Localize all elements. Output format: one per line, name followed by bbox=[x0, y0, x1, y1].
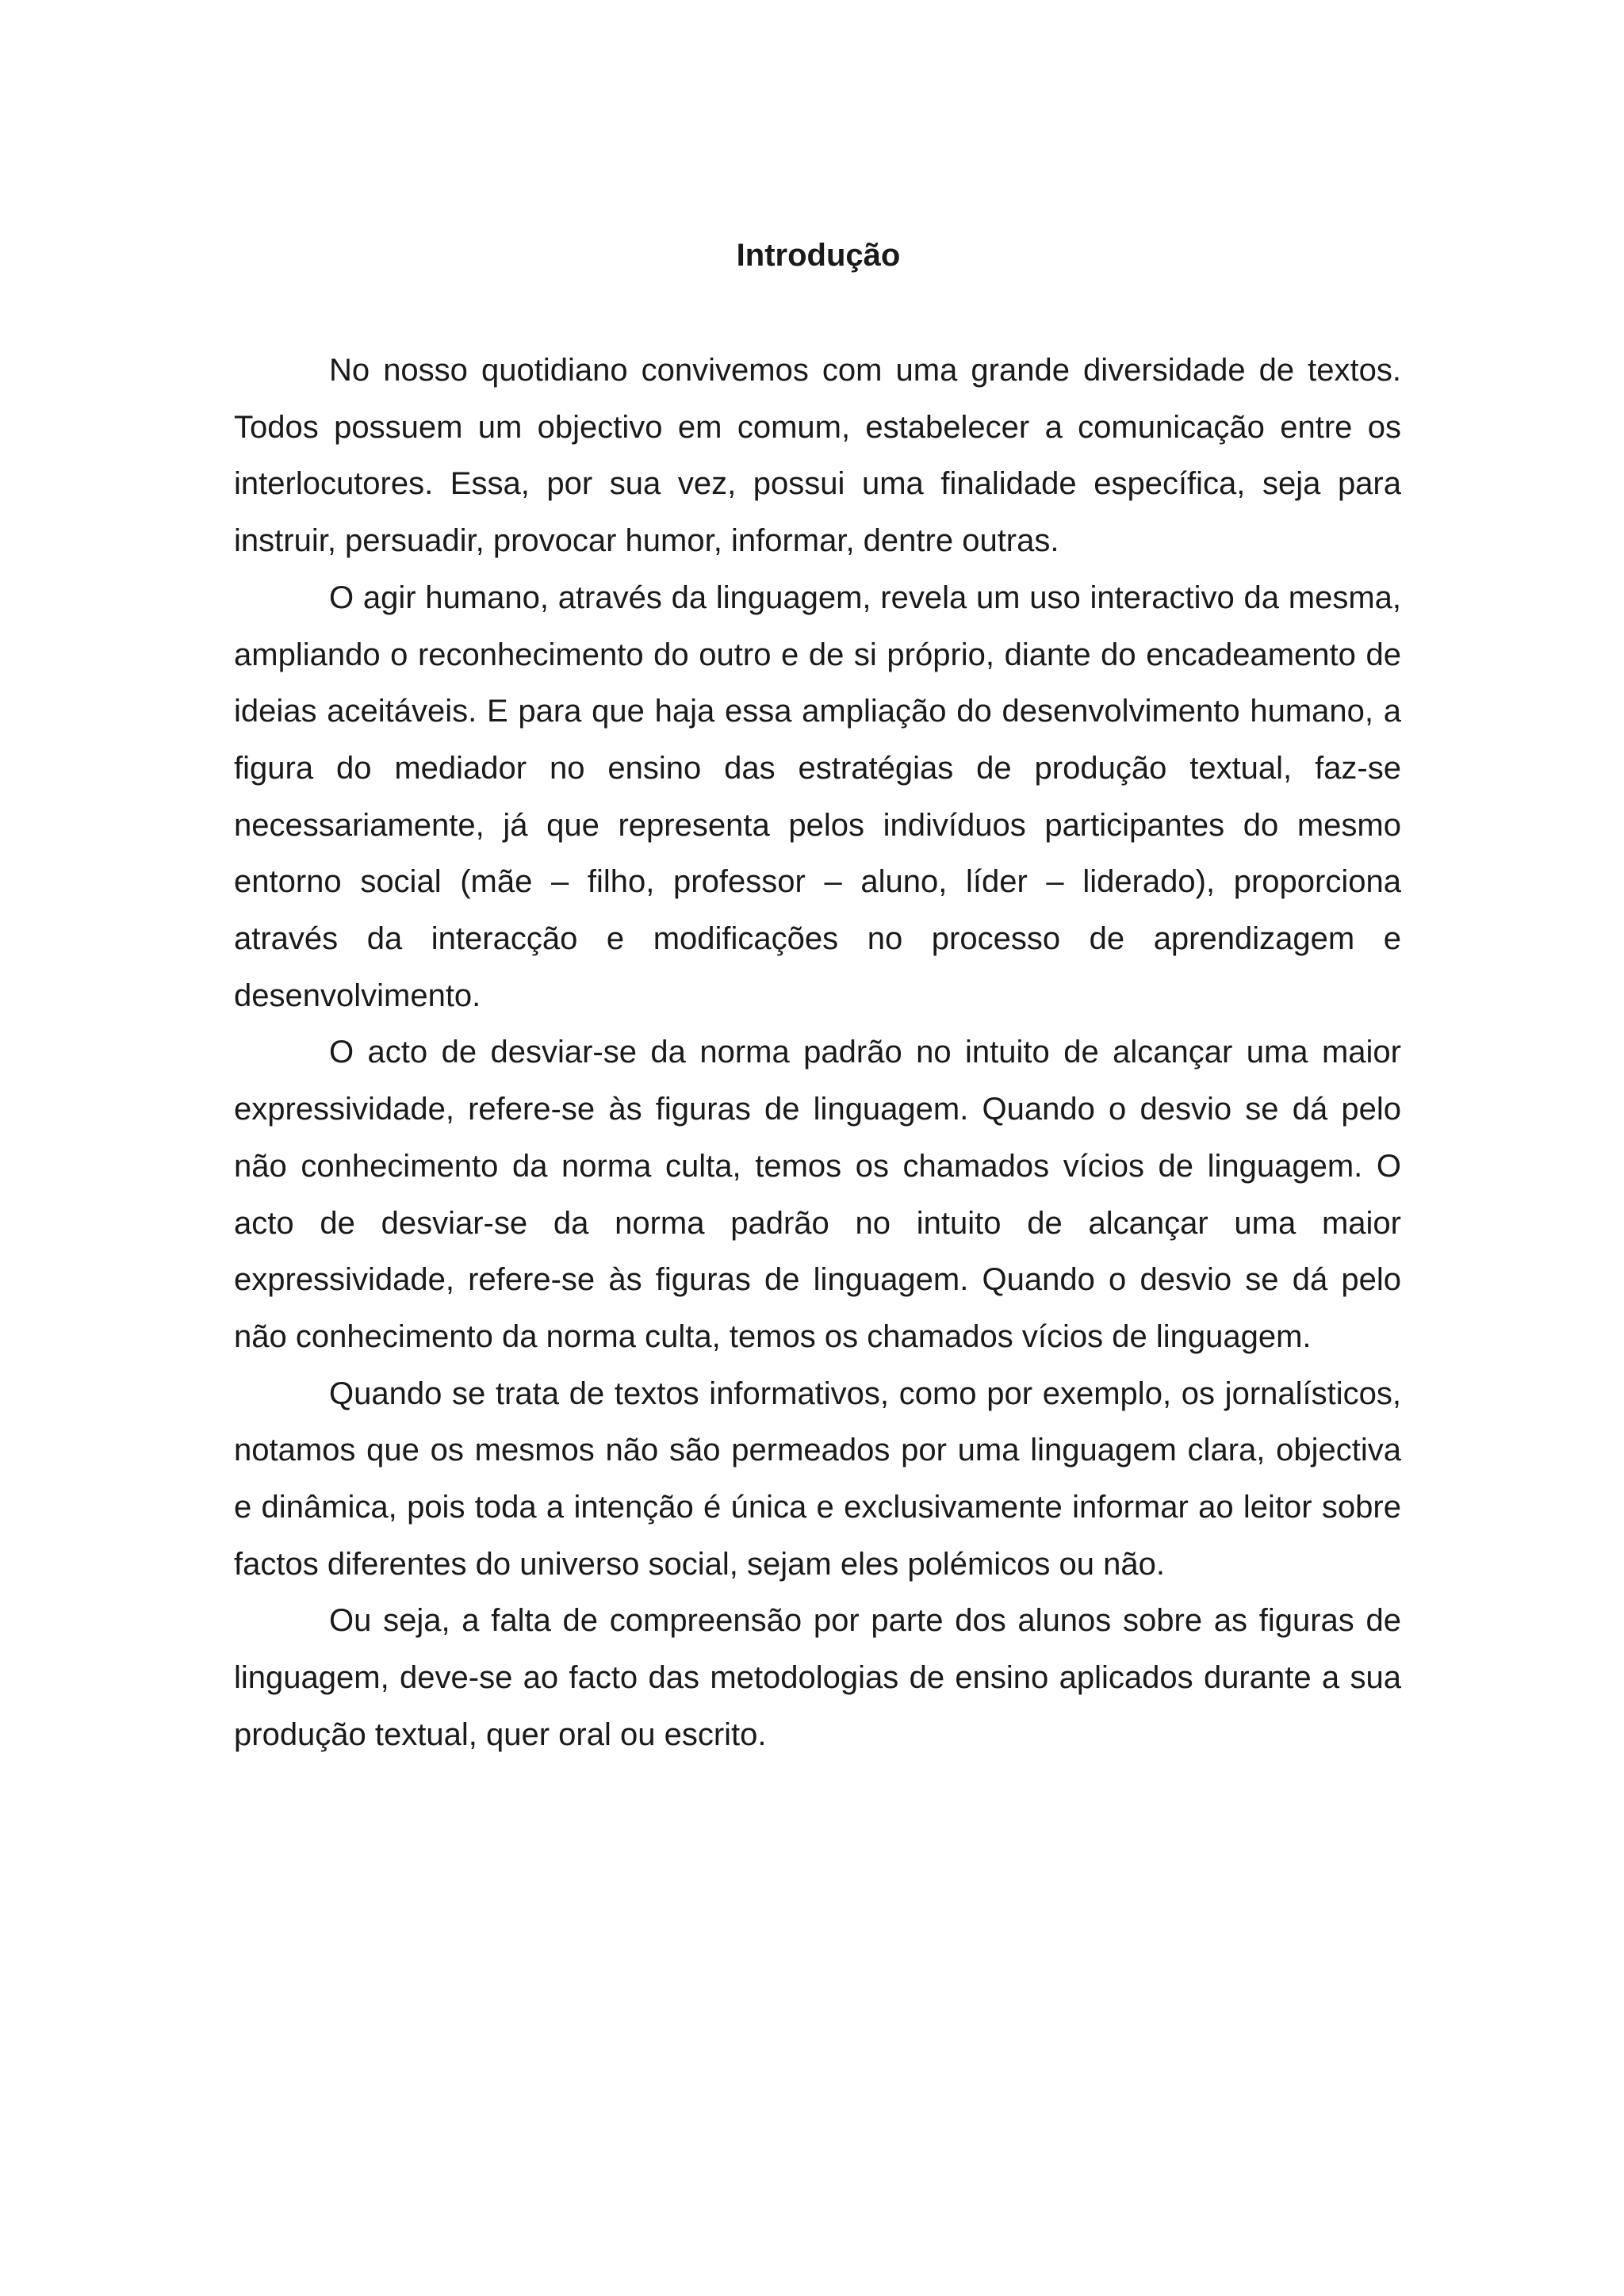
body-text bbox=[234, 342, 1401, 1764]
page-title: Introdução bbox=[736, 238, 901, 273]
paragraph-3: O acto de desviar-se da norma padrão no intuito de alcançar uma maior expressividade, refere-se às figuras de linguagem. Quando o desvio se dá pelo não conhecimento da norma culta, temos os chamados vícios de linguagem. O acto de desviar-se da norma padrão no intuito de alcançar uma maior expressividade, refere-se às figuras de linguagem. Quando o desvio se dá pelo não conhecimento da norma culta, temos os chamados vícios de linguagem. bbox=[234, 1035, 1401, 1354]
paragraph-1: No nosso quotidiano convivemos com uma grande diversidade de textos. Todos possuem um objectivo em comum, estabelecer a comunicação entre os interlocutores. Essa, por sua vez, possui uma finalidade específica, seja para instruir, persuadir, provocar humor, informar, dentre outras. bbox=[234, 353, 1401, 559]
paragraph-4: Quando se trata de textos informativos, como por exemplo, os jornalísticos, notamos que os mesmos não são permeados por uma linguagem clara, objectiva e dinâmica, pois toda a intenção é única e exclusivamente informar ao leitor sobre factos diferentes do universo social, sejam eles polémicos ou não. bbox=[234, 1376, 1401, 1582]
paragraph-5: Ou seja, a falta de compreensão por parte dos alunos sobre as figuras de linguagem, deve-se ao facto das metodologias de ensino aplicados durante a sua produção textual, quer oral ou escrito. bbox=[234, 1603, 1401, 1752]
paragraph-2: O agir humano, através da linguagem, revela um uso interactivo da mesma, ampliando o reconhecimento do outro e de si próprio, diante do encadeamento de ideias aceitáveis. E para que haja essa ampliação do desenvolvimento humano, a figura do mediador no ensino das estratégias de produção textual, faz-se necessariamente, já que representa pelos indivíduos participantes do mesmo entorno social (mãe – filho, professor – aluno, líder – liderado), proporciona através da interacção e modificações no processo de aprendizagem e desenvolvimento. bbox=[234, 580, 1401, 1013]
